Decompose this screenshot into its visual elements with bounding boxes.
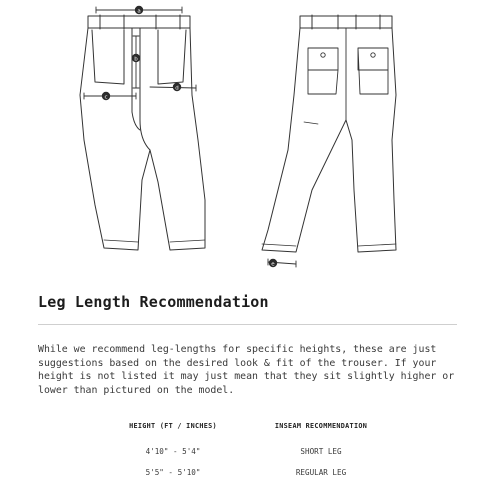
height-cell: 4'10" - 5'4": [145, 447, 201, 456]
svg-text:b: b: [134, 56, 138, 63]
svg-text:d: d: [175, 85, 179, 92]
section-heading: Leg Length Recommendation: [38, 293, 269, 311]
height-cell: 5'5" - 5'10": [145, 468, 201, 477]
section-divider: [38, 324, 457, 325]
column-header-inseam: INSEAM RECOMMENDATION: [274, 422, 368, 430]
badge-e: [269, 259, 277, 268]
column-header-height: HEIGHT (FT / INCHES): [129, 422, 217, 430]
leg-length-description: While we recommend leg-lengths for specific heights, these are just suggestions based on the desired look & fit of the trouser. If your height is not listed it may just mean that they sit slightly higher or lower than pictured on the model.: [38, 344, 455, 396]
inseam-cell: SHORT LEG: [300, 447, 342, 456]
svg-text:c: c: [104, 94, 108, 101]
svg-text:e: e: [271, 261, 275, 268]
trouser-back-view: [262, 15, 396, 267]
badge-d: [173, 83, 181, 92]
svg-text:a: a: [137, 8, 141, 15]
badge-a: [135, 6, 143, 15]
badge-c: [102, 92, 110, 101]
badge-b: [132, 54, 140, 63]
inseam-cell: REGULAR LEG: [295, 468, 347, 477]
trouser-front-view: [80, 7, 205, 250]
